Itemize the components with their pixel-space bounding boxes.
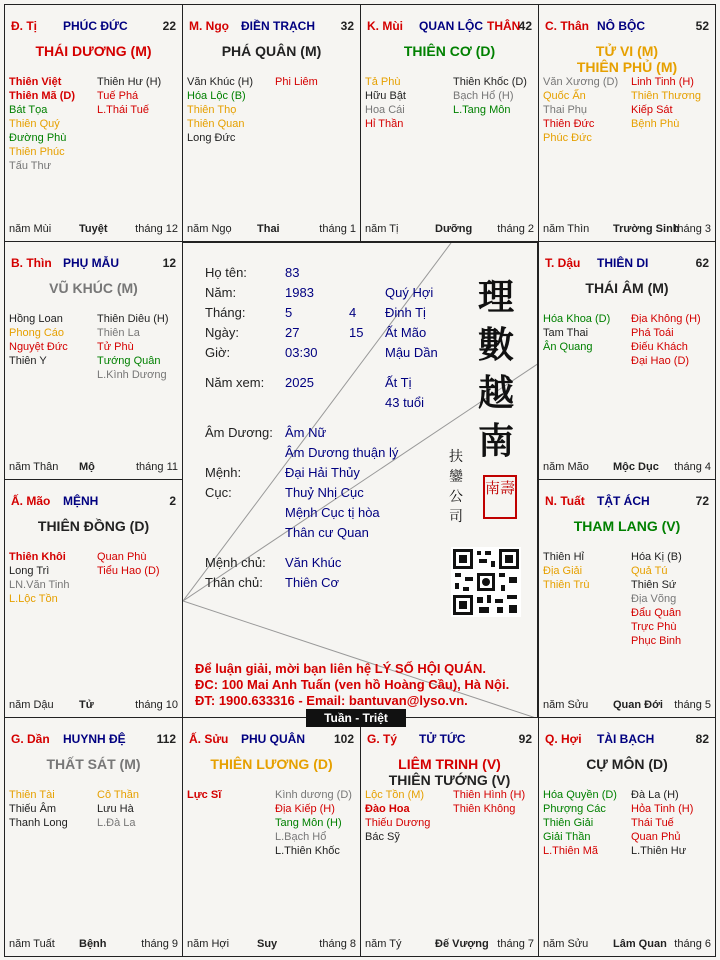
calligraphy-char: 理 (477, 276, 514, 318)
star-item: L.Kình Dương (97, 369, 167, 381)
star-item: Thiên Diêu (H) (97, 313, 169, 325)
day-value: 27 (285, 325, 300, 340)
amduong-label: Âm Dương: (205, 425, 273, 440)
tuan-triet-badge: Tuần - Triệt (306, 709, 406, 727)
stars-left (9, 788, 68, 830)
contact-line-2: ĐC: 100 Mai Anh Tuấn (ven hồ Hoàng Cầu), Hà Nội. (195, 677, 510, 692)
star-item: L.Thái Tuế (97, 104, 149, 116)
star-item: Đào Hoa (365, 803, 410, 815)
star-item: Địa Giải (543, 565, 583, 577)
major-star: LIÊM TRINH (V) (398, 756, 501, 772)
palace-name: TÀI BẠCH (597, 732, 655, 746)
palace-number: 12 (162, 256, 176, 270)
stars-right (97, 75, 161, 117)
palace-name: PHỤ MẪU (63, 256, 119, 270)
stars-right (453, 75, 527, 117)
month-value: 5 (285, 305, 293, 320)
star-item: Văn Khúc (H) (187, 76, 254, 88)
stars-left (9, 550, 70, 606)
star-item: L.Lộc Tồn (9, 593, 58, 605)
stars-right (275, 788, 352, 858)
sub-char: 公 (449, 489, 463, 505)
stars-left (365, 75, 406, 131)
palace-thin (4, 241, 183, 480)
palace-branch: N. Tuất (545, 494, 585, 508)
star-item: Thiên Giải (543, 817, 594, 829)
star-item: Thiên Mã (D) (9, 90, 75, 102)
palace-stage: Tử (79, 699, 94, 711)
major-star: THIÊN PHỦ (M) (576, 59, 678, 75)
cuc-value: Thuỷ Nhị Cục (285, 485, 364, 500)
stars-left (187, 788, 221, 802)
star-item: Phượng Các (543, 803, 606, 815)
star-item: Địa Không (H) (631, 313, 701, 325)
month-label: Tháng: (205, 305, 246, 320)
palace-year: năm Tý (365, 938, 402, 950)
palace-branch: Q. Hợi (545, 732, 582, 746)
major-star: TỬ VI (M) (595, 43, 659, 59)
star-item: Kiếp Sát (631, 104, 673, 116)
star-item: Thiên Đức (543, 118, 595, 130)
palace-stage: Đế Vượng (435, 938, 489, 950)
star-item: Thanh Long (9, 817, 68, 829)
star-item: Điếu Khách (631, 341, 688, 353)
stars-left (543, 312, 610, 354)
contact-line-3: ĐT: 1900.633316 - Email: bantuvan@lyso.vn. (195, 693, 468, 708)
star-item: Thiên Khốc (D) (453, 76, 527, 88)
palace-name: PHU QUÂN (241, 732, 306, 746)
palace-stage: Suy (257, 938, 278, 950)
star-item: Lưu Hà (97, 803, 134, 815)
palace-year: năm Sửu (543, 938, 589, 950)
star-item: Thiên Hư (H) (97, 76, 162, 88)
star-item: Ân Quang (543, 341, 593, 353)
major-star: THAM LANG (V) (573, 518, 681, 534)
sub-char: 司 (449, 509, 463, 525)
star-item: Thiếu Âm (9, 803, 57, 815)
qr-code[interactable] (451, 547, 521, 617)
star-item: Đại Hao (D) (631, 355, 690, 367)
stars-right (97, 312, 169, 382)
palace-branch: G. Tý (367, 732, 398, 746)
palace-month: tháng 1 (319, 223, 356, 235)
palace-branch: K. Mùi (367, 19, 403, 33)
palace-name: TẬT ÁCH (597, 494, 650, 508)
palace-year: năm Mùi (9, 223, 52, 235)
star-item: LN.Văn Tinh (9, 579, 70, 591)
palace-than (538, 4, 716, 242)
major-star: THÁI DƯƠNG (M) (35, 43, 152, 59)
major-star: PHÁ QUÂN (M) (221, 43, 322, 59)
star-item: L.Tang Môn (453, 104, 511, 116)
palace-ty (360, 717, 539, 957)
palace-stage: Bệnh (79, 938, 107, 950)
star-item: Thiên Hỉ (543, 551, 584, 563)
star-item: Lực Sĩ (187, 789, 222, 801)
star-item: L.Thiên Khốc (275, 845, 340, 857)
palace-month: tháng 12 (135, 223, 178, 235)
star-item: Bát Tọa (9, 104, 48, 116)
palace-month: tháng 4 (674, 461, 711, 473)
stars-right (97, 550, 160, 578)
palace-dau (538, 241, 716, 480)
calligraphy-char: 南 (477, 420, 514, 462)
star-item: Hóa Lộc (B) (187, 90, 246, 102)
star-item: Thiên Thương (631, 90, 702, 102)
star-item: Quan Phủ (631, 831, 681, 843)
star-item: Thiên La (97, 327, 140, 339)
star-item: Phi Liêm (275, 76, 318, 88)
star-item: L.Đà La (97, 817, 136, 829)
palace-year: năm Sửu (543, 699, 589, 711)
palace-number: 92 (518, 732, 532, 746)
star-item: Đà La (H) (631, 789, 679, 801)
star-item: Thai Phụ (543, 104, 588, 116)
major-star: THIÊN ĐỒNG (D) (37, 518, 150, 534)
palace-branch: Ấ. Sửu (189, 732, 229, 746)
hour-value: 03:30 (285, 345, 318, 360)
palace-stage: Quan Đới (613, 699, 663, 711)
palace-mui (360, 4, 539, 242)
palace-month: tháng 3 (674, 223, 711, 235)
palace-stage: Tuyệt (79, 223, 108, 235)
palace-stage: Thai (257, 223, 280, 235)
palace-branch: T. Dậu (545, 256, 581, 270)
star-item: Thiên Quý (9, 118, 60, 130)
palace-tag: THÂN (487, 19, 521, 33)
star-item: Hỉ Thần (365, 118, 404, 130)
palace-dan (4, 717, 183, 957)
thanchu-value: Thiên Cơ (285, 575, 340, 590)
star-item: L.Thiên Mã (543, 845, 599, 857)
star-item: Long Đức (187, 132, 236, 144)
star-item: Đẩu Quân (631, 607, 682, 619)
star-item: Tang Môn (H) (275, 817, 342, 829)
stars-right (275, 75, 318, 89)
major-star: THIÊN LƯƠNG (D) (210, 756, 333, 772)
stars-right (631, 550, 682, 648)
sub-calligraphy (449, 447, 463, 527)
star-item: Phá Toái (631, 327, 674, 339)
year-canchi: Quý Hợi (385, 285, 434, 300)
calligraphy-char: 越 (477, 372, 514, 414)
star-item: Tướng Quân (97, 355, 161, 367)
stars-left (543, 788, 617, 858)
star-item: Thiên Quan (187, 118, 245, 130)
palace-branch: Ấ. Mão (11, 494, 51, 508)
star-item: Hóa Quyền (D) (543, 789, 617, 801)
star-item: Tấu Thư (9, 160, 52, 172)
palace-year: năm Tuất (9, 938, 55, 950)
calligraphy-char: 數 (477, 324, 514, 366)
stars-left (543, 550, 589, 592)
palace-name: TỬ TỨC (419, 732, 466, 746)
star-item: Thiên Sứ (631, 579, 677, 591)
star-item: Địa Võng (631, 593, 677, 605)
palace-year: năm Ngọ (187, 223, 232, 235)
palace-month: tháng 11 (135, 461, 178, 473)
palace-number: 22 (162, 19, 176, 33)
star-item: Địa Kiếp (H) (275, 803, 335, 815)
palace-year: năm Thìn (543, 223, 590, 235)
major-star: THẤT SÁT (M) (46, 756, 141, 772)
stars-left (543, 75, 618, 145)
menh-label: Mệnh: (205, 465, 242, 480)
day-label: Ngày: (205, 325, 239, 340)
palace-year: năm Thân (9, 461, 59, 473)
view-year-value: 2025 (285, 375, 314, 390)
palace-name: PHÚC ĐỨC (63, 19, 128, 33)
palace-month: tháng 8 (319, 938, 356, 950)
menhchu-label: Mệnh chủ: (205, 555, 266, 570)
star-item: Quan Phù (97, 551, 147, 563)
palace-number: 52 (695, 19, 709, 33)
major-star: THÁI ÂM (M) (585, 280, 669, 296)
name-label: Họ tên: (205, 265, 247, 280)
star-item: Giải Thần (543, 831, 591, 843)
palace-stage: Mộ (79, 461, 95, 473)
menhchu-value: Văn Khúc (285, 555, 342, 570)
hour-canchi: Mậu Dần (385, 345, 438, 360)
stars-left (365, 788, 430, 844)
star-item: Thiên Tài (9, 789, 55, 801)
palace-number: 112 (156, 732, 176, 746)
palace-name: THIÊN DI (597, 256, 649, 270)
star-item: Thiên Trù (543, 579, 590, 591)
center-info (182, 242, 538, 718)
star-item: Bác Sỹ (365, 831, 400, 843)
palace-branch: M. Ngọ (189, 19, 229, 33)
star-item: Thiên Y (9, 355, 47, 367)
view-year-label: Năm xem: (205, 375, 265, 390)
star-item: Thiên Khôi (9, 551, 66, 563)
star-item: Phúc Đức (543, 132, 592, 144)
stars-right (631, 788, 693, 858)
palace-name: HUYNH ĐỆ (63, 732, 126, 746)
stars-right (631, 75, 701, 131)
star-item: Tử Phù (97, 341, 134, 353)
year-value: 1983 (285, 285, 314, 300)
palace-year: năm Dậu (9, 699, 54, 711)
star-item: Tiểu Hao (D) (97, 565, 160, 577)
palace-year: năm Hợi (187, 938, 230, 950)
month-lunar: 4 (349, 305, 357, 320)
star-item: Kình dương (D) (275, 789, 352, 801)
month-canchi: Đinh Tị (385, 305, 426, 320)
star-item: Bạch Hổ (H) (453, 90, 514, 102)
star-item: Thái Tuế (631, 817, 674, 829)
cuc-value2: Mệnh Cục tị hòa (285, 505, 380, 520)
star-item: Hồng Loan (9, 313, 63, 325)
star-item: Long Trì (9, 565, 50, 577)
age: 43 tuổi (385, 395, 425, 410)
seal-stamp: 南壽 (483, 475, 517, 519)
palace-month: tháng 10 (135, 699, 178, 711)
name-value: 83 (285, 265, 300, 280)
star-item: Hoa Cái (365, 104, 405, 116)
palace-mao (4, 479, 183, 718)
amduong-value2: Âm Dương thuận lý (285, 445, 399, 460)
palace-ngo (182, 4, 361, 242)
palace-month: tháng 2 (497, 223, 534, 235)
stars-left (187, 75, 253, 145)
palace-ti (4, 4, 183, 242)
palace-month: tháng 6 (674, 938, 711, 950)
major-star: THIÊN CƠ (D) (403, 43, 496, 59)
amduong-value: Âm Nữ (285, 425, 327, 440)
sub-char: 鑾 (449, 469, 463, 485)
palace-number: 82 (695, 732, 709, 746)
palace-stage: Trường Sinh (613, 223, 680, 235)
major-star: THIÊN TƯỚNG (V) (388, 772, 511, 788)
palace-branch: G. Dần (11, 732, 50, 746)
major-star: VŨ KHÚC (M) (49, 280, 138, 296)
palace-branch: B. Thìn (11, 256, 52, 270)
star-item: Thiên Hình (H) (453, 789, 526, 801)
year-label: Năm: (205, 285, 237, 300)
palace-month: tháng 9 (141, 938, 178, 950)
star-item: Bệnh Phù (631, 118, 680, 130)
palace-stage: Dưỡng (435, 223, 473, 235)
palace-branch: C. Thân (545, 19, 589, 33)
calligraphy (471, 273, 521, 465)
star-item: Thiên Không (453, 803, 516, 815)
cuc-label: Cục: (205, 485, 232, 500)
palace-number: 62 (695, 256, 709, 270)
contact-line-1: Để luận giải, mời bạn liên hệ LÝ SỐ HỘI QUÁN. (195, 661, 486, 676)
stars-right (453, 788, 525, 816)
star-item: Phong Cáo (9, 327, 65, 339)
stars-right (631, 312, 701, 368)
star-item: Linh Tinh (H) (631, 76, 694, 88)
day-lunar: 15 (349, 325, 364, 340)
star-item: Nguyệt Đức (9, 341, 68, 353)
palace-branch: Đ. Tị (11, 19, 37, 33)
star-item: Tam Thai (543, 327, 589, 339)
star-item: Phục Binh (631, 635, 682, 647)
star-item: Quả Tú (631, 565, 668, 577)
star-item: L.Bạch Hổ (275, 831, 327, 843)
star-item: Hóa Kị (B) (631, 551, 682, 563)
palace-number: 42 (518, 19, 532, 33)
day-canchi: Ất Mão (385, 325, 427, 340)
palace-tuat (538, 479, 716, 718)
major-star: CỰ MÔN (D) (586, 756, 668, 772)
palace-number: 2 (169, 494, 176, 508)
star-item: L.Thiên Hư (631, 845, 687, 857)
star-item: Tả Phù (365, 76, 401, 88)
palace-hoi (538, 717, 716, 957)
thanchu-label: Thân chủ: (205, 575, 263, 590)
palace-number: 72 (695, 494, 709, 508)
view-year-canchi: Ất Tị (385, 375, 412, 390)
star-item: Thiên Phúc (9, 146, 65, 158)
menh-value: Đại Hải Thủy (285, 465, 360, 480)
star-item: Văn Xương (D) (543, 76, 619, 88)
palace-name: ĐIỀN TRẠCH (241, 19, 315, 33)
star-item: Cô Thần (97, 789, 139, 801)
palace-year: năm Mão (543, 461, 589, 473)
palace-name: MỆNH (63, 494, 99, 508)
stars-right (97, 788, 139, 830)
palace-name: NÔ BỘC (597, 19, 645, 33)
star-item: Tuế Phá (97, 90, 139, 102)
star-item: Đường Phù (9, 132, 67, 144)
star-item: Trực Phù (631, 621, 677, 633)
sub-char: 扶 (449, 449, 463, 465)
hour-label: Giờ: (205, 345, 231, 360)
star-item: Thiếu Dương (365, 817, 431, 829)
palace-month: tháng 7 (497, 938, 534, 950)
star-item: Thiên Thọ (187, 104, 237, 116)
stars-left (9, 312, 68, 368)
star-item: Thiên Việt (9, 76, 62, 88)
palace-stage: Lâm Quan (613, 938, 667, 950)
star-item: Lộc Tồn (M) (365, 789, 425, 801)
cuc-value3: Thân cư Quan (285, 525, 369, 540)
star-item: Hóa Khoa (D) (543, 313, 611, 325)
palace-month: tháng 5 (674, 699, 711, 711)
star-item: Quốc Ấn (543, 90, 586, 102)
stars-left (9, 75, 75, 173)
palace-suu (182, 717, 361, 957)
star-item: Hỏa Tinh (H) (631, 803, 694, 815)
palace-year: năm Tị (365, 223, 399, 235)
palace-stage: Mộc Dục (613, 461, 659, 473)
star-item: Hữu Bật (365, 90, 406, 102)
palace-number: 102 (333, 732, 354, 746)
palace-number: 32 (340, 19, 354, 33)
palace-name: QUAN LỘC (419, 19, 483, 33)
